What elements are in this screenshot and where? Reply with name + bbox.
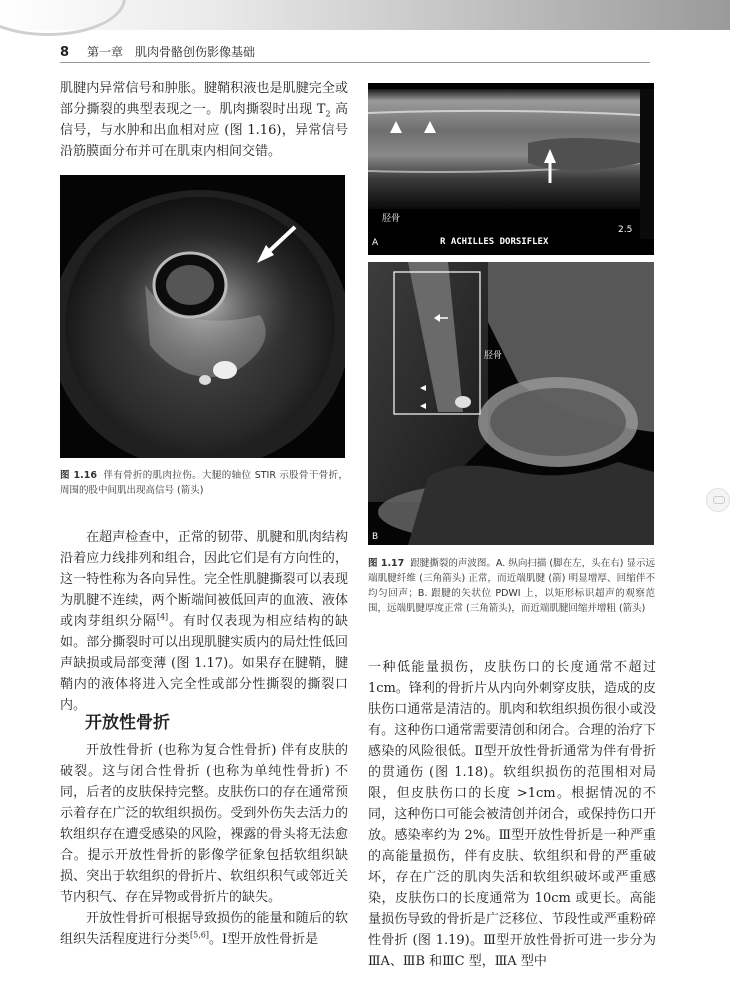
panel-b-letter: B <box>372 532 379 542</box>
intro-text-b: 高信号，与水肿和出血相对应 (图 1.16)，异常信号沿筋膜面分布并可在肌束内相间交错。 <box>60 102 348 159</box>
header-rule <box>60 62 650 63</box>
intro-subscript: 2 <box>325 109 331 119</box>
para-2-text-a: 开放性骨折可根据导致损伤的能量和随后的软组织失活程度进行分类 <box>60 911 348 947</box>
page-number: 8 <box>60 45 70 60</box>
open-fracture-para-2 <box>60 908 348 950</box>
ultrasound-paragraph <box>60 527 348 716</box>
open-fracture-paragraphs <box>60 740 348 950</box>
panel-a-bone-label: 胫骨 <box>382 214 401 224</box>
ultrasound-text-b: 。有时仅表现为相应结构的缺如。部分撕裂时可以出现肌腱实质内的局灶性低回声缺损或局部变薄 (图 1.17)。如果存在腱鞘，腱鞘内的液体将进入完全性或部分性撕裂的撕裂口内。 <box>60 614 348 713</box>
figure-1-17-caption-text: 跟腱撕裂的声波图。A. 纵向扫描 (脚在左，头在右) 显示远端肌腱纤维 (三角箭头) 正常，而近端肌腱 (箭) 明显增厚、回缩伴不均匀回声；B. 跟腱的矢状位 PDWI 上，以矩形标识超声的观察范围，远端肌腱厚度正常 (三角箭头)，而近端肌腱回缩并增粗 (箭头) <box>368 558 655 614</box>
figure-1-16-label: 图 1.16 <box>60 470 97 481</box>
ultrasound-reference: [4] <box>156 612 169 622</box>
chapter-title: 第一章 肌肉骨骼创伤影像基础 <box>87 45 256 59</box>
achilles-ultrasound-image <box>368 83 654 255</box>
ultrasound-text-a: 在超声检查中，正常的韧带、肌腱和肌肉结构沿着应力线排列和组合，因此它们是有方向性的，这一特性称为各向异性。完全性肌腱撕裂可以表现为肌腱不连续，两个断端间被低回声的血液、液体或肉芽组织分隔 <box>60 530 348 629</box>
open-fracture-para-1: 开放性骨折 (也称为复合性骨折) 伴有皮肤的破裂。这与闭合性骨折 (也称为单纯性骨折) 不同，后者的皮肤保持完整。皮肤伤口的存在通常预示着存在广泛的软组织损伤。受到外伤失去活力的软组织存在遭受感染的风险，裸露的骨头将无法愈合。提示开放性骨折的影像学征象包括软组织缺损、突出于软组织的骨折片、软组织积气或邻近关节内积气、存在异物或骨折片的缺失。 <box>60 743 348 905</box>
para-2-text-b: 。Ⅰ型开放性骨折是 <box>208 932 319 947</box>
intro-text-a: 肌腱内异常信号和肿胀。腱鞘积液也是肌腱完全或部分撕裂的典型表现之一。肌肉撕裂时出现 T <box>60 81 348 117</box>
thigh-axial-stir-image <box>60 175 345 458</box>
figure-1-17a-ultrasound <box>368 83 654 255</box>
right-column-text: 一种低能量损伤，皮肤伤口的长度通常不超过 1cm。锋利的骨折片从内向外刺穿皮肤，造成的皮肤伤口通常是清洁的。肌肉和软组织损伤很小或没有。这种伤口通常需要清创和闭合。合理的治疗下感染的风险很低。Ⅱ型开放性骨折通常为伴有骨折的贯通伤 (图 1.18)。软组织损伤的范围相对局限，但皮肤伤口的长度 >1cm。根据情况的不同，这种伤口可能会被清创并闭合，或保持伤口开放。感染率约为 2%。Ⅲ型开放性骨折是一种严重的高能量损伤，伴有皮肤、软组织和骨的严重破坏，存在广泛的肌肉失活和软组织破坏或严重感染，皮肤伤口的长度通常为 10cm 或更长。高能量损伤导致的骨折是广泛移位、节段性或严重粉碎性骨折 (图 1.19)。Ⅲ型开放性骨折可进一步分为ⅢA、ⅢB 和ⅢC 型，ⅢA 型中 <box>368 660 656 969</box>
figure-1-16-caption <box>60 468 348 498</box>
running-header <box>60 43 255 60</box>
panel-a-scan-label: R ACHILLES DORSIFLEX <box>440 237 549 247</box>
figure-1-17-label: 图 1.17 <box>368 558 405 569</box>
figure-1-17b-mri <box>368 262 654 545</box>
panel-b-bone-label: 胫骨 <box>484 351 503 361</box>
para-2-reference: [5,6] <box>190 930 209 940</box>
decorative-swirl <box>0 0 126 36</box>
figure-1-16-caption-text: 伴有骨折的肌肉拉伤。大腿的轴位 STIR 示股骨干骨折，周围的股中间肌出现高信号 (箭头) <box>60 470 349 496</box>
page-top-band <box>0 0 730 30</box>
panel-a-letter: A <box>372 238 379 248</box>
achilles-sagittal-pdwi-image <box>368 262 654 545</box>
figure-1-17-caption <box>368 556 655 616</box>
right-column-paragraph <box>368 657 656 972</box>
figure-1-16-image <box>60 175 345 458</box>
panel-a-depth: 2.5 <box>618 225 633 235</box>
section-heading: 开放性骨折 <box>85 713 170 733</box>
intro-paragraph <box>60 78 348 162</box>
decorative-side-mark <box>706 488 730 512</box>
